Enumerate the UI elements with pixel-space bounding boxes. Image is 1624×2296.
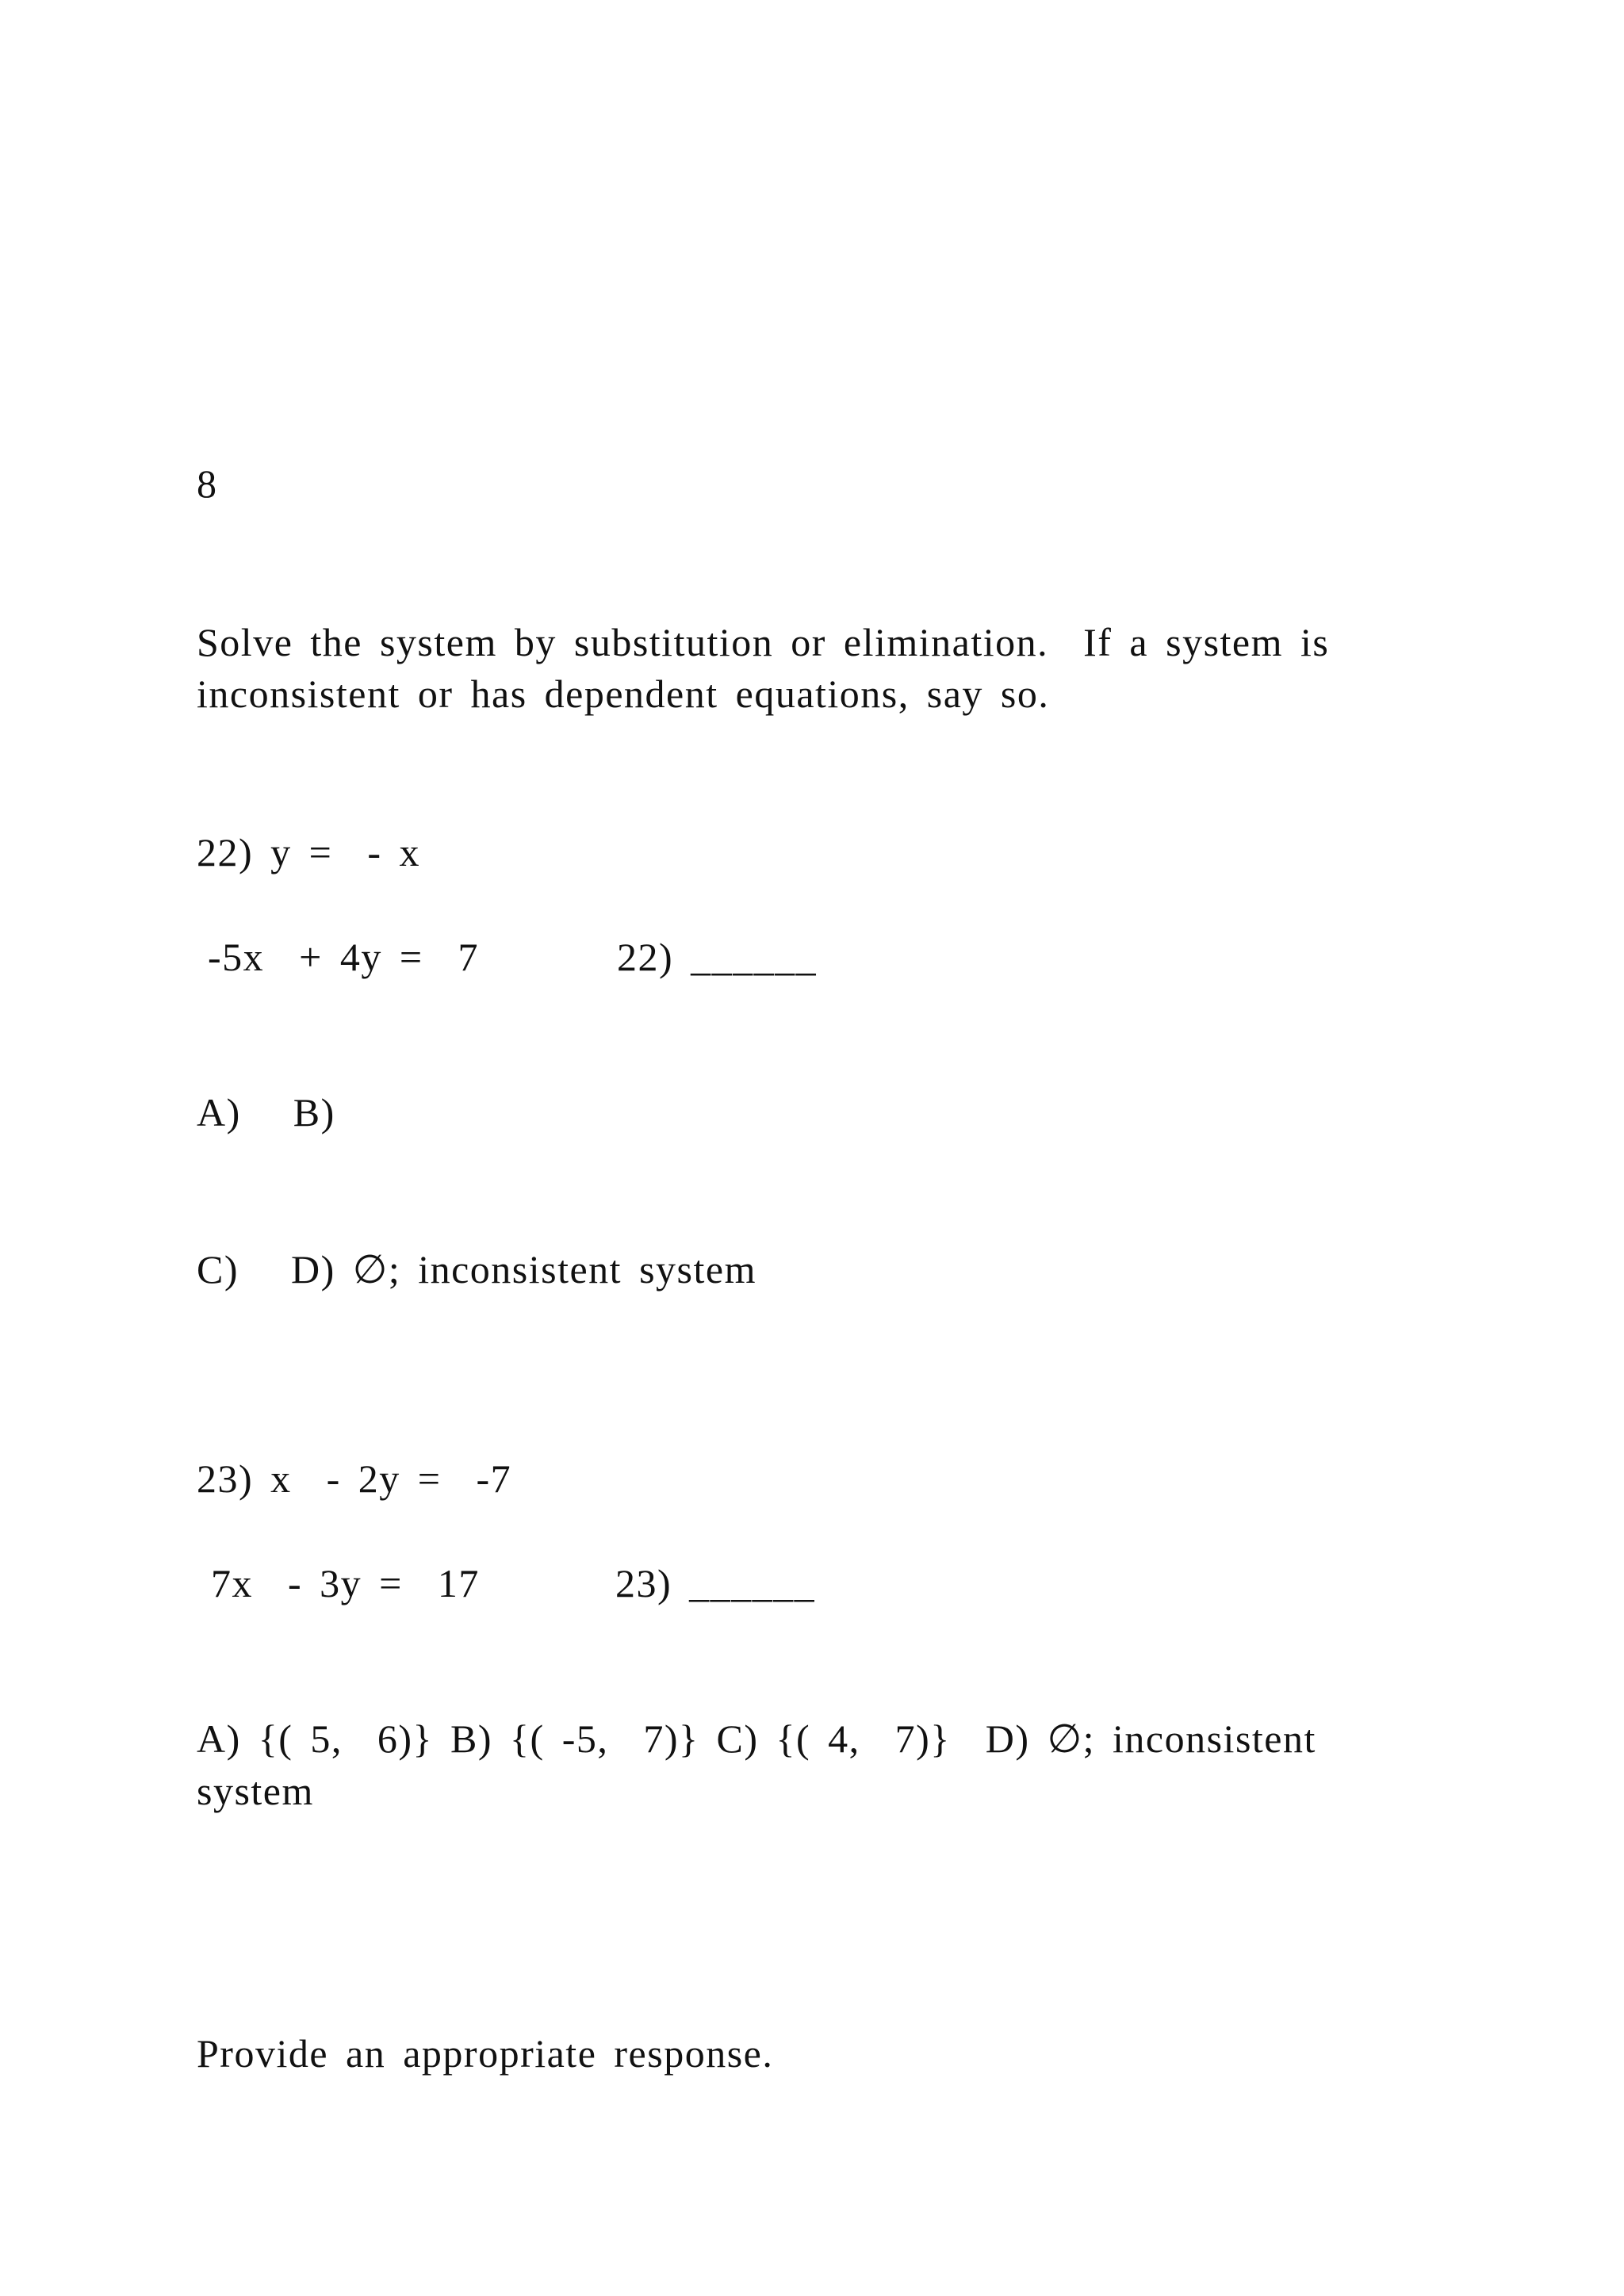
problem-23-equation-2: 7x - 3y = 17: [211, 1561, 480, 1605]
problem-22-answer-blank: 22) ______: [617, 935, 818, 979]
problem-22-equation-2: -5x + 4y = 7: [208, 935, 480, 979]
problem-23-choices-line-1: A) {( 5, 6)} B) {( -5, 7)} C) {( 4, 7)} D) ∅; inconsistent: [197, 1716, 1316, 1761]
instructions-line-2: inconsistent or has dependent equations, say so.: [197, 672, 1050, 716]
problem-22-choices-c-d: C) D) ∅; inconsistent system: [197, 1247, 756, 1292]
problem-22-choices-a-b: A) B): [197, 1090, 335, 1135]
page-number: 8: [197, 461, 216, 506]
section-heading: Provide an appropriate response.: [197, 2031, 774, 2076]
problem-23-answer-blank: 23) ______: [615, 1561, 816, 1605]
problem-23-equation-1: 23) x - 2y = -7: [197, 1456, 512, 1501]
problem-22-equation-1: 22) y = - x: [197, 830, 420, 874]
problem-23-choices-line-2: system: [197, 1769, 314, 1813]
instructions-line-1: Solve the system by substitution or elimination. If a system is: [197, 620, 1330, 664]
